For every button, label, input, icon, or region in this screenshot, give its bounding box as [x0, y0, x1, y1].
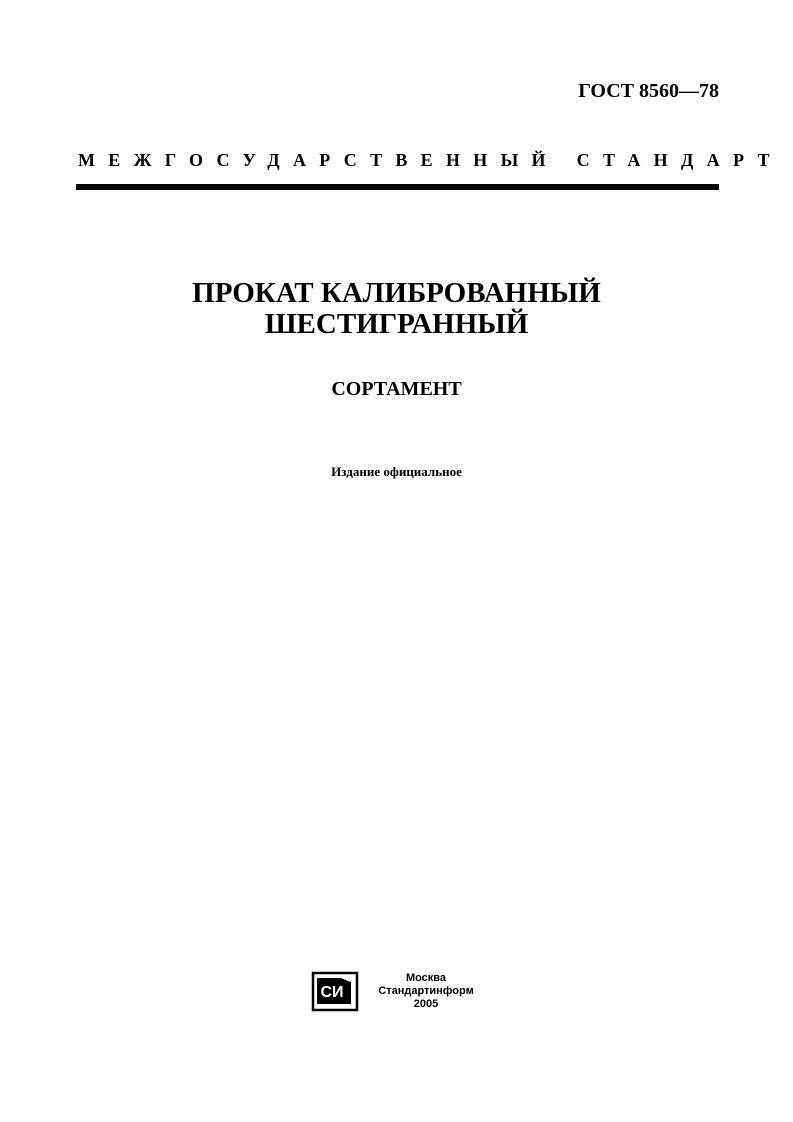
document-title — [0, 278, 793, 340]
document-subtitle: СОРТАМЕНТ — [331, 378, 462, 400]
logo-text: СИ — [320, 984, 344, 1001]
standartinform-logo-icon — [311, 970, 361, 1012]
edition-note: Издание официальное — [331, 464, 462, 479]
standard-type-heading: МЕЖГОСУДАРСТВЕННЫЙ СТАНДАРТ — [78, 150, 783, 170]
title-line-2: ШЕСТИГРАННЫЙ — [264, 308, 529, 340]
publisher-block — [366, 972, 486, 1011]
publisher-city: Москва — [405, 972, 447, 984]
publisher-year: 2005 — [413, 998, 439, 1010]
publisher-name: Стандартинформ — [378, 985, 474, 997]
header-divider — [76, 184, 719, 190]
title-line-1: ПРОКАТ КАЛИБРОВАННЫЙ — [192, 277, 601, 309]
gost-number: ГОСТ 8560—78 — [578, 80, 719, 102]
